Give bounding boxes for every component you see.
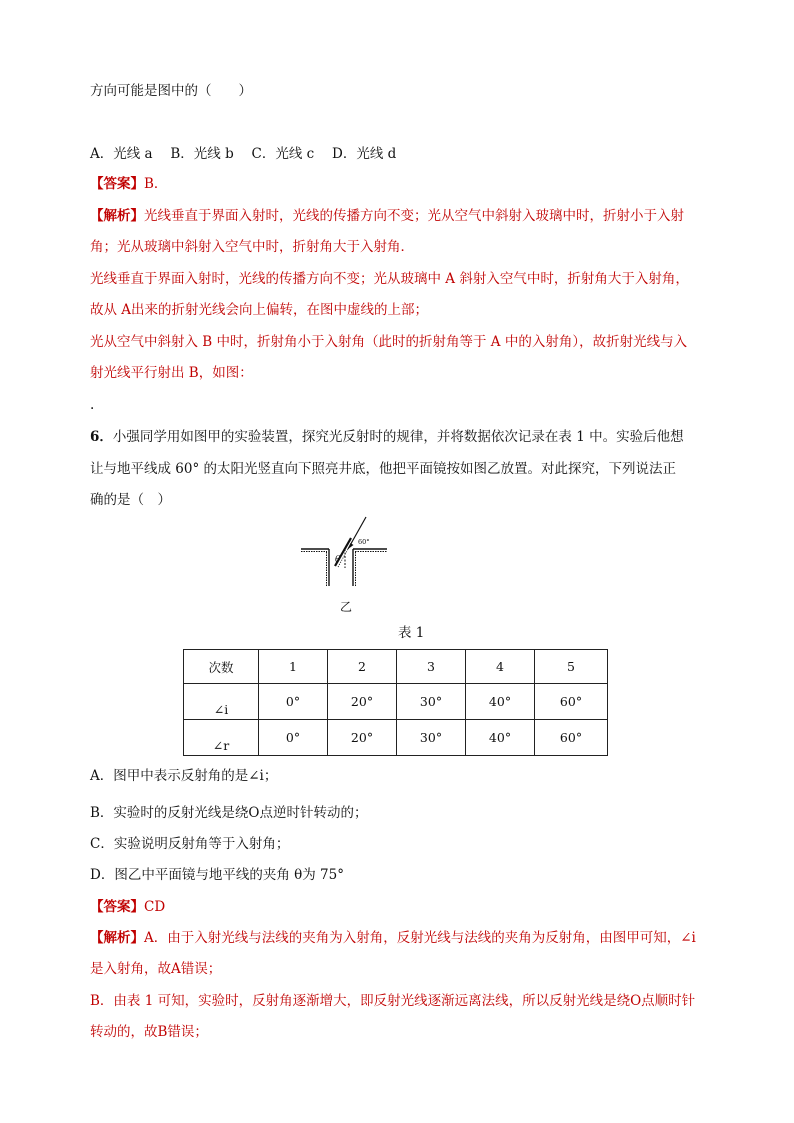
well-mirror-figure — [295, 512, 395, 592]
table-header-label: 次数 — [184, 650, 259, 684]
answer-value: B． — [144, 176, 168, 192]
answer-tag: 【答案】 — [90, 899, 144, 915]
table-header-cell: 1 — [259, 650, 328, 684]
table-header-cell: 2 — [328, 650, 397, 684]
data-table — [183, 649, 608, 756]
table-row — [184, 720, 608, 756]
analysis-line-1 — [90, 207, 684, 225]
option-d: D．图乙中平面镜与地平线的夹角 θ为 75° — [90, 867, 344, 883]
table-row — [184, 684, 608, 720]
table-cell: 20° — [328, 684, 397, 720]
table-cell: 60° — [535, 720, 608, 756]
analysis-text: A．由于入射光线与法线的夹角为入射角，反射光线与法线的夹角为反射角，由图甲可知，∠i — [144, 930, 696, 946]
question6-answer — [90, 898, 165, 916]
question5-options: A．光线 a B．光线 b C．光线 c D．光线 d — [90, 146, 397, 162]
question6-stem-line-3: 确的是（ ） — [90, 492, 171, 508]
q6-analysis-line-2: 是入射角，故A错误； — [90, 961, 222, 977]
table-header-row — [184, 650, 608, 684]
question5-answer — [90, 175, 167, 193]
analysis-line-5: 光从空气中斜射入 B 中时，折射角小于入射角（此时的折射角等于 A 中的入射角），故折射光线与入 — [90, 334, 688, 350]
table-cell: 0° — [259, 684, 328, 720]
table-row-label: ∠r — [184, 720, 259, 756]
table-cell: 40° — [466, 720, 535, 756]
table-cell: 0° — [259, 720, 328, 756]
option-a: A．图甲中表示反射角的是∠i； — [90, 768, 278, 784]
analysis-tag: 【解析】 — [90, 930, 144, 946]
q6-analysis-line-3: B．由表 1 可知，实验时，反射角逐渐增大，即反射光线逐渐远离法线，所以反射光线是绕O点顺时针 — [90, 993, 696, 1009]
angle-60-label: 60° — [358, 538, 370, 546]
question6-stem-line-2: 让与地平线成 60° 的太阳光竖直向下照亮井底，他把平面镜按如图乙放置。对此探究，下列说法正 — [90, 461, 677, 477]
analysis-text: 光线垂直于界面入射时，光线的传播方向不变；光从空气中斜射入玻璃中时，折射小于入射 — [144, 208, 684, 224]
table-header-cell: 3 — [397, 650, 466, 684]
analysis-tag: 【解析】 — [90, 208, 144, 224]
option-c: C．实验说明反射角等于入射角； — [90, 836, 290, 852]
question-number: 6． — [90, 429, 113, 445]
table-cell: 60° — [535, 684, 608, 720]
analysis-line-2: 角；光从玻璃中斜射入空气中时，折射角大于入射角． — [90, 239, 414, 255]
figure-caption: 乙 — [340, 600, 353, 614]
option-b: B．实验时的反射光线是绕O点逆时针转动的； — [90, 805, 368, 821]
table-row-label: ∠i — [184, 684, 259, 720]
table-caption: 表 1 — [398, 625, 425, 641]
question-stem-tail: 方向可能是图中的（ ） — [90, 83, 252, 99]
table-cell: 40° — [466, 684, 535, 720]
table-cell: 30° — [397, 720, 466, 756]
q6-analysis-line-1 — [90, 929, 696, 947]
analysis-line-6: 射光线平行射出 B，如图： — [90, 365, 253, 381]
question6-stem-text: 小强同学用如图甲的实验装置，探究光反射时的规律，并将数据依次记录在表 1 中。实验后他想 — [112, 429, 684, 445]
figure-placeholder-dot: . — [90, 397, 95, 413]
theta-label: θ — [335, 555, 341, 565]
q6-analysis-line-4: 转动的，故B错误； — [90, 1024, 208, 1040]
analysis-line-3: 光线垂直于界面入射时，光线的传播方向不变；光从玻璃中 A 斜射入空气中时，折射角大于入射角， — [90, 271, 689, 287]
table-cell: 20° — [328, 720, 397, 756]
table-cell: 30° — [397, 684, 466, 720]
answer-value: CD — [144, 899, 166, 915]
question6-stem-line-1 — [90, 428, 684, 446]
table-header-cell: 5 — [535, 650, 608, 684]
analysis-line-4: 故从 A出来的折射光线会向上偏转，在图中虚线的上部； — [90, 302, 429, 318]
answer-tag: 【答案】 — [90, 176, 144, 192]
table-header-cell: 4 — [466, 650, 535, 684]
